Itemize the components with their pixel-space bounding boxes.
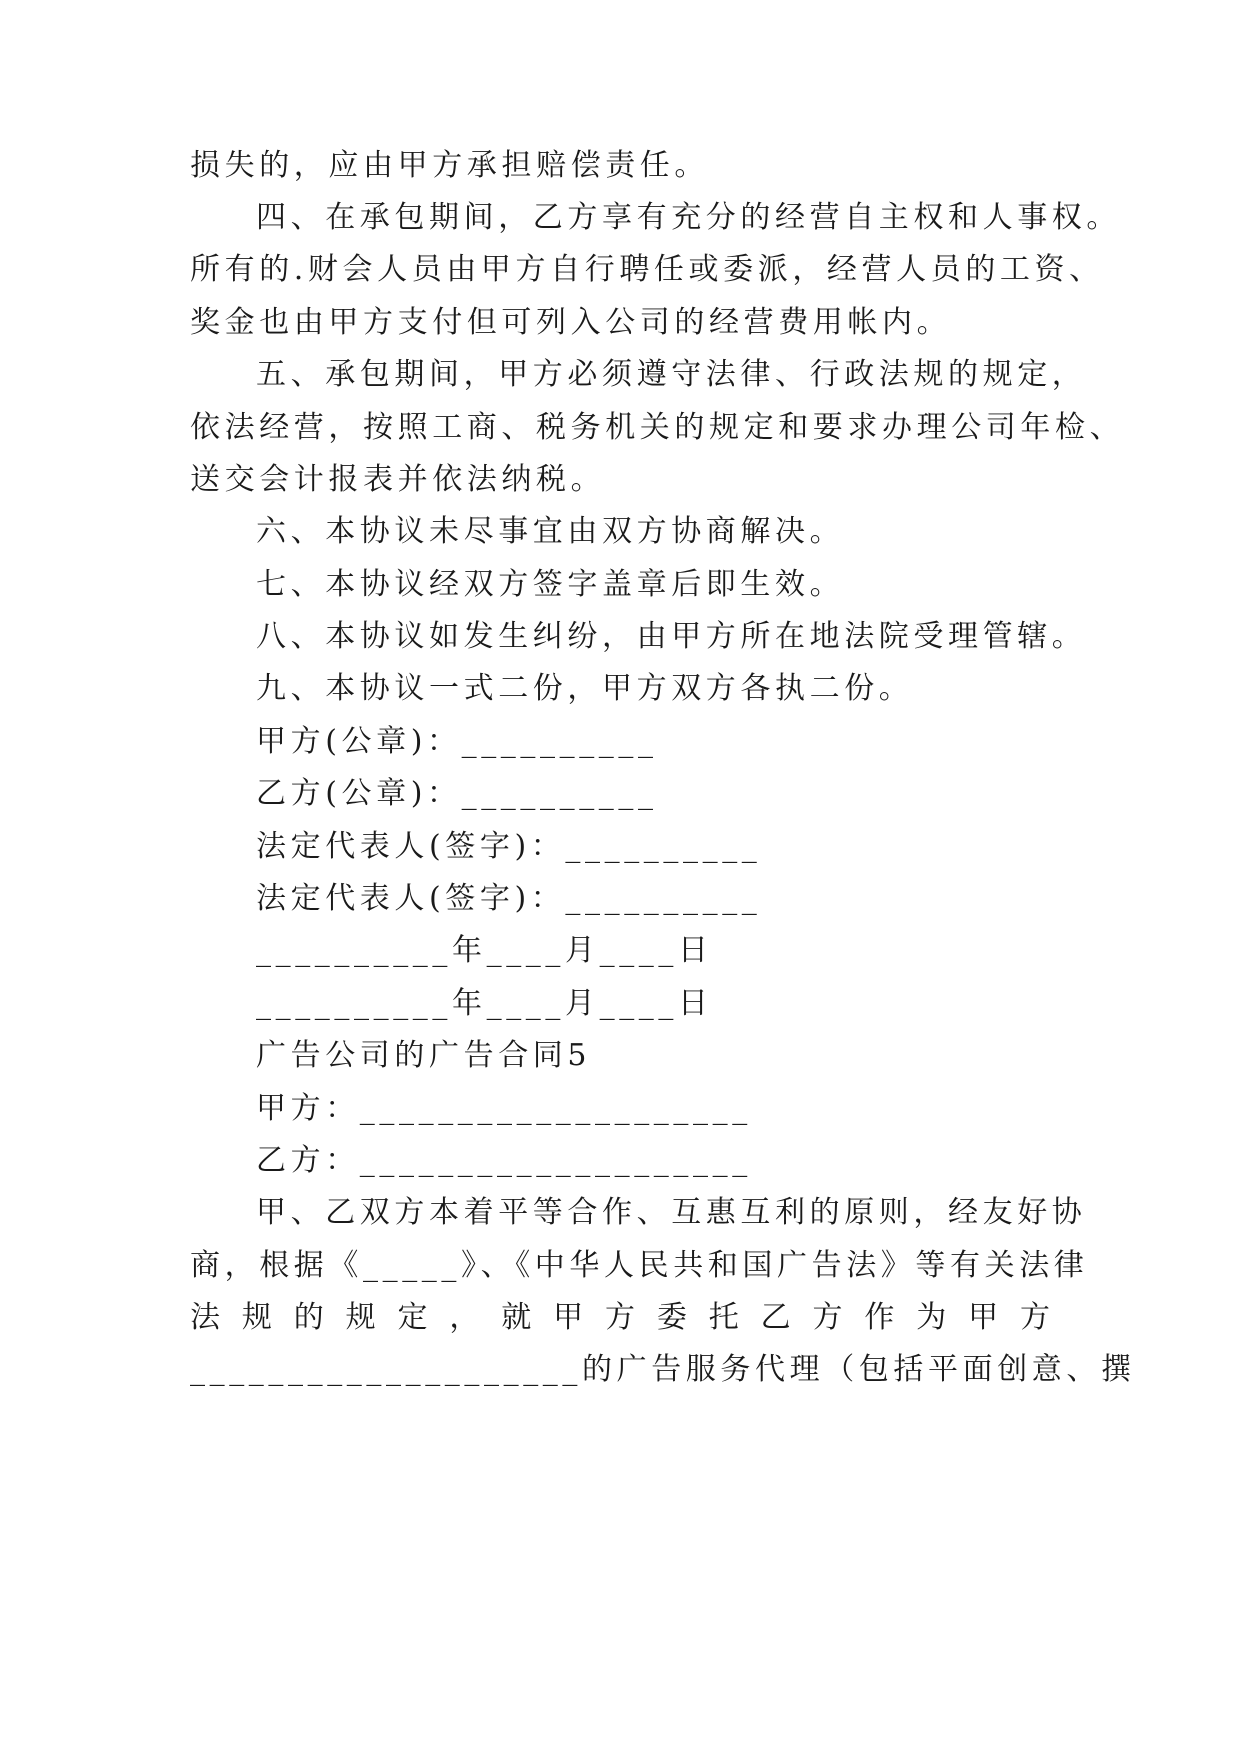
- justified-char: 方: [1020, 1300, 1050, 1335]
- preamble-line: 商，根据《_____》、《中华人民共和国广告法》等有关法律: [190, 1248, 1089, 1283]
- text-line: 送交会计报表并依法纳税。: [190, 462, 606, 497]
- justified-char: 为: [916, 1300, 947, 1335]
- clause-6: 六、本协议未尽事宜由双方协商解决。: [256, 514, 845, 549]
- justified-char: 托: [708, 1300, 739, 1335]
- date-line: __________年____月____日: [256, 933, 713, 968]
- clause-4: 四、在承包期间，乙方享有充分的经营自主权和人事权。: [256, 200, 1121, 235]
- date-line: __________年____月____日: [256, 986, 713, 1021]
- preamble-justified-line: [190, 1298, 1050, 1338]
- preamble-line: 甲、乙双方本着平等合作、互惠互利的原则，经友好协: [256, 1195, 1087, 1230]
- party-b-field: 乙方：____________________: [256, 1143, 752, 1178]
- justified-char: 方: [812, 1300, 843, 1335]
- signature-legal-rep: 法定代表人(签字)：__________: [256, 829, 762, 864]
- signature-party-a-seal: 甲方(公章)：__________: [256, 724, 658, 759]
- justified-char: 委: [656, 1300, 687, 1335]
- signature-legal-rep: 法定代表人(签字)：__________: [256, 881, 762, 916]
- justified-char: 作: [864, 1300, 895, 1335]
- justified-char: 方: [605, 1300, 635, 1335]
- text-line: 损失的，应由甲方承担赔偿责任。: [190, 148, 709, 183]
- justified-char: ，: [449, 1300, 480, 1335]
- justified-char: 定: [397, 1300, 428, 1335]
- text-line: 依法经营，按照工商、税务机关的规定和要求办理公司年检、: [190, 410, 1125, 445]
- party-a-field: 甲方：____________________: [256, 1091, 752, 1126]
- justified-char: 法: [190, 1300, 220, 1335]
- preamble-line: ____________________的广告服务代理（包括平面创意、撰: [190, 1352, 1136, 1387]
- signature-party-b-seal: 乙方(公章)：__________: [256, 776, 658, 811]
- clause-5: 五、承包期间，甲方必须遵守法律、行政法规的规定，: [256, 357, 1087, 392]
- clause-8: 八、本协议如发生纠纷，由甲方所在地法院受理管辖。: [256, 619, 1087, 654]
- justified-char: 就: [501, 1300, 532, 1335]
- text-line: 奖金也由甲方支付但可列入公司的经营费用帐内。: [190, 305, 952, 340]
- justified-char: 的: [293, 1300, 324, 1335]
- justified-char: 规: [345, 1300, 376, 1335]
- text-line: 所有的.财会人员由甲方自行聘任或委派，经营人员的工资、: [190, 252, 1104, 287]
- clause-7: 七、本协议经双方签字盖章后即生效。: [256, 567, 845, 602]
- contract-title: 广告公司的广告合同5: [256, 1038, 592, 1073]
- justified-char: 规: [241, 1300, 272, 1335]
- justified-char: 甲: [968, 1300, 999, 1335]
- justified-char: 甲: [553, 1300, 584, 1335]
- clause-9: 九、本协议一式二份，甲方双方各执二份。: [256, 671, 914, 706]
- justified-char: 乙: [760, 1300, 791, 1335]
